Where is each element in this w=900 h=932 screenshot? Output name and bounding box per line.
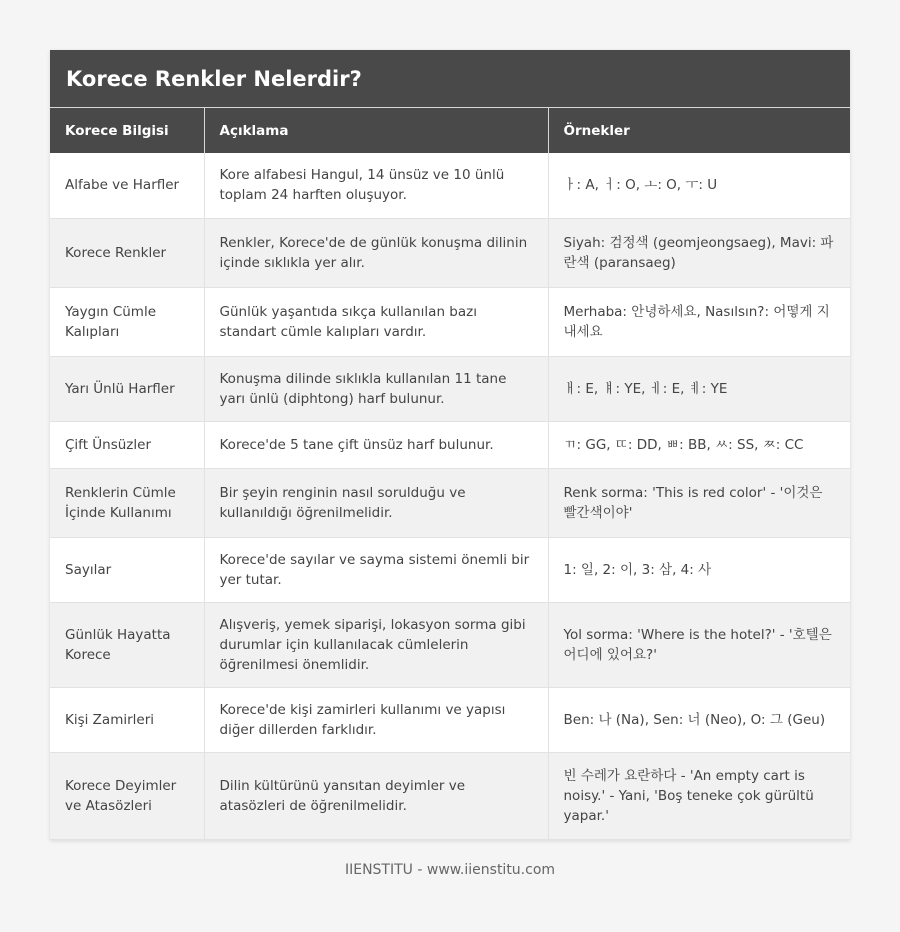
table-row	[50, 468, 850, 537]
description-cell: Bir şeyin renginin nasıl sorulduğu ve kullanıldığı öğrenilmelidir.	[204, 468, 548, 537]
topic-cell: Kişi Zamirleri	[50, 687, 204, 752]
example-cell: ㅐ: E, ㅒ: YE, ㅔ: E, ㅖ: YE	[548, 356, 850, 421]
description-cell: Konuşma dilinde sıklıkla kullanılan 11 tane yarı ünlü (diphtong) harf bulunur.	[204, 356, 548, 421]
example-cell: Renk sorma: 'This is red color' - '이것은 빨간색이야'	[548, 468, 850, 537]
example-cell: 빈 수레가 요란하다 - 'An empty cart is noisy.' - Yani, 'Boş teneke çok gürültü yapar.'	[548, 752, 850, 839]
topic-cell: Günlük Hayatta Korece	[50, 602, 204, 687]
header-row	[50, 108, 850, 153]
table-row	[50, 537, 850, 602]
topic-cell: Korece Renkler	[50, 218, 204, 287]
example-cell: ㄲ: GG, ㄸ: DD, ㅃ: BB, ㅆ: SS, ㅉ: CC	[548, 421, 850, 468]
topic-cell: Yaygın Cümle Kalıpları	[50, 287, 204, 356]
table-row	[50, 752, 850, 839]
topic-cell: Alfabe ve Harfler	[50, 153, 204, 218]
table-row	[50, 356, 850, 421]
example-cell: Ben: 나 (Na), Sen: 너 (Neo), O: 그 (Geu)	[548, 687, 850, 752]
header-korean-info: Korece Bilgisi	[50, 108, 204, 153]
header-description: Açıklama	[204, 108, 548, 153]
info-table	[50, 108, 850, 840]
example-cell: Yol sorma: 'Where is the hotel?' - '호텔은 어디에 있어요?'	[548, 602, 850, 687]
description-cell: Kore alfabesi Hangul, 14 ünsüz ve 10 ünlü toplam 24 harften oluşuyor.	[204, 153, 548, 218]
description-cell: Alışveriş, yemek siparişi, lokasyon sorma gibi durumlar için kullanılacak cümlelerin öğrenilmesi önemlidir.	[204, 602, 548, 687]
topic-cell: Yarı Ünlü Harfler	[50, 356, 204, 421]
table-title: Korece Renkler Nelerdir?	[50, 50, 850, 108]
table-row	[50, 287, 850, 356]
example-cell: Siyah: 검정색 (geomjeongsaeg), Mavi: 파란색 (paransaeg)	[548, 218, 850, 287]
description-cell: Renkler, Korece'de de günlük konuşma dilinin içinde sıklıkla yer alır.	[204, 218, 548, 287]
table-row	[50, 421, 850, 468]
example-cell: 1: 일, 2: 이, 3: 삼, 4: 사	[548, 537, 850, 602]
description-cell: Korece'de sayılar ve sayma sistemi önemli bir yer tutar.	[204, 537, 548, 602]
description-cell: Korece'de 5 tane çift ünsüz harf bulunur.	[204, 421, 548, 468]
topic-cell: Çift Ünsüzler	[50, 421, 204, 468]
footer-credit: IIENSTITU - www.iienstitu.com	[344, 862, 556, 878]
topic-cell: Korece Deyimler ve Atasözleri	[50, 752, 204, 839]
table-row	[50, 602, 850, 687]
table-row	[50, 687, 850, 752]
topic-cell: Sayılar	[50, 537, 204, 602]
table-row	[50, 218, 850, 287]
korean-colors-table-card	[50, 50, 850, 840]
description-cell: Dilin kültürünü yansıtan deyimler ve atasözleri de öğrenilmelidir.	[204, 752, 548, 839]
description-cell: Günlük yaşantıda sıkça kullanılan bazı standart cümle kalıpları vardır.	[204, 287, 548, 356]
table-row	[50, 153, 850, 218]
description-cell: Korece'de kişi zamirleri kullanımı ve yapısı diğer dillerden farklıdır.	[204, 687, 548, 752]
header-examples: Örnekler	[548, 108, 850, 153]
topic-cell: Renklerin Cümle İçinde Kullanımı	[50, 468, 204, 537]
example-cell: ㅏ: A, ㅓ: O, ㅗ: O, ㅜ: U	[548, 153, 850, 218]
example-cell: Merhaba: 안녕하세요, Nasılsın?: 어떻게 지내세요	[548, 287, 850, 356]
